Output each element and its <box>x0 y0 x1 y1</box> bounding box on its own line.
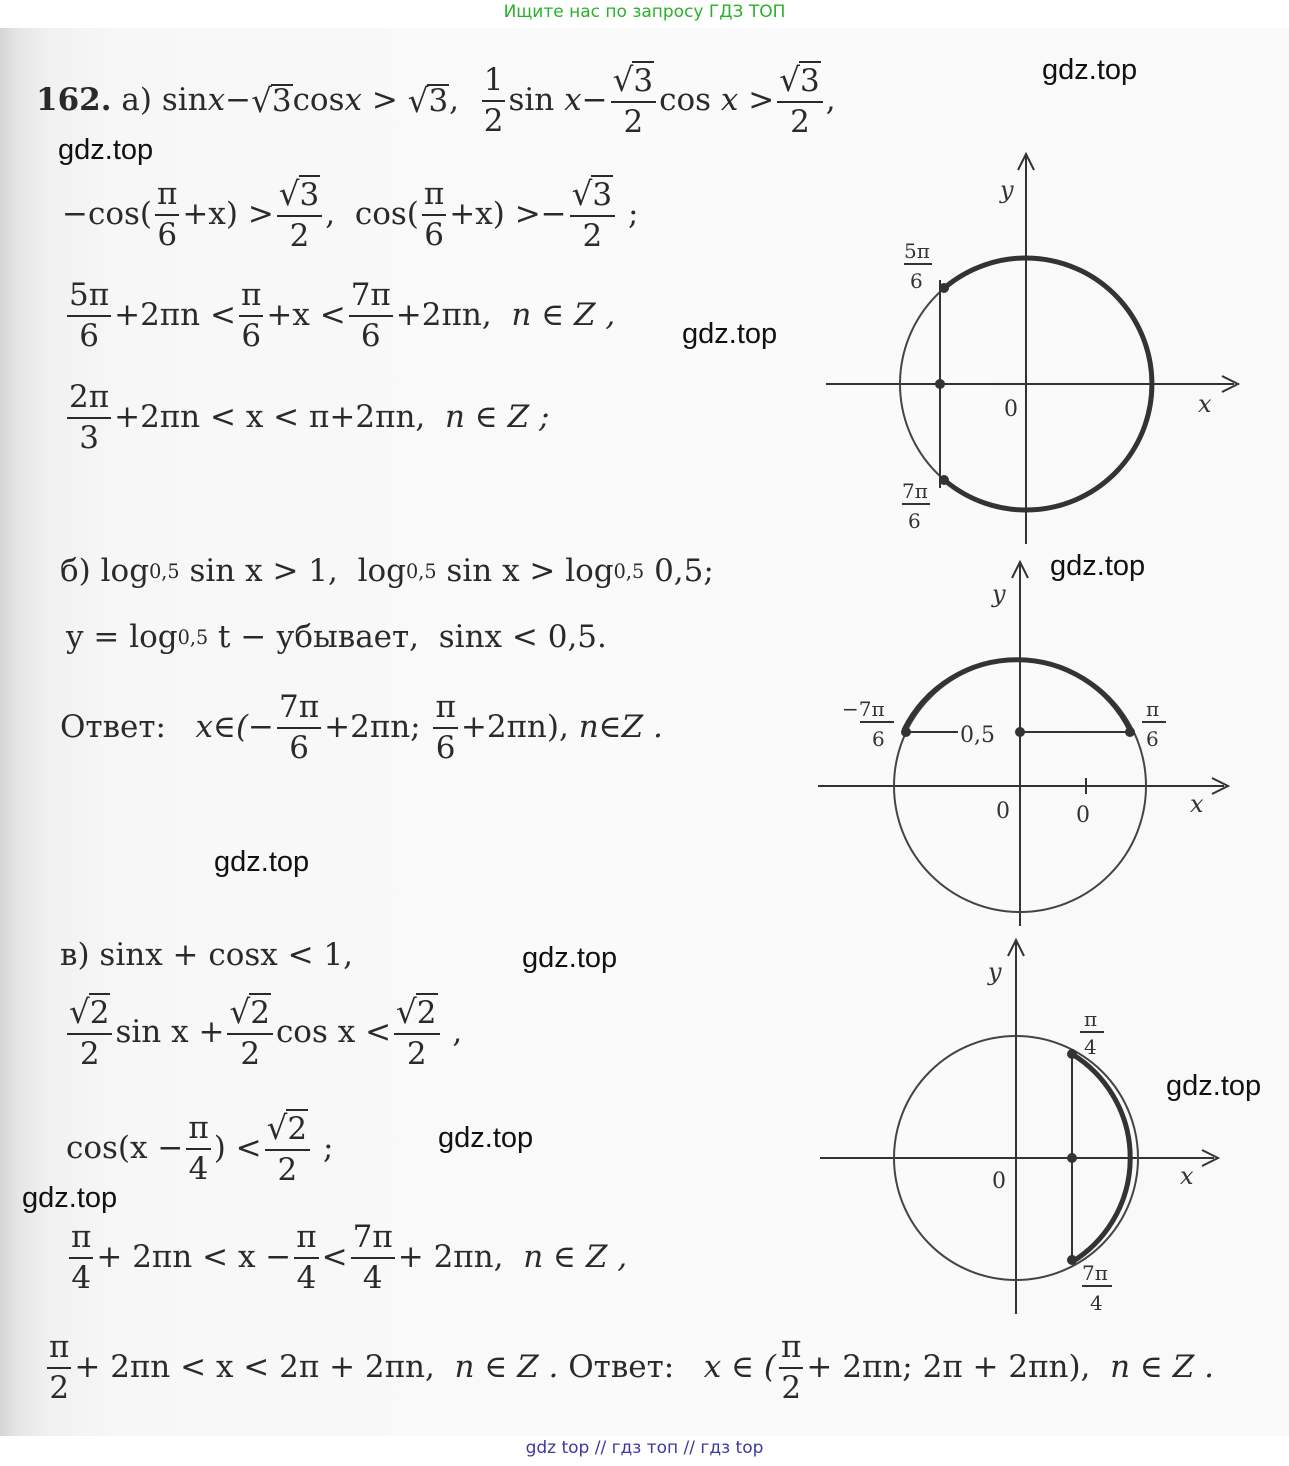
math-text: > <box>748 82 775 119</box>
math-text: x∈(− <box>195 709 275 746</box>
label-6: 6 <box>872 727 885 751</box>
part-a-label: а) <box>121 82 152 119</box>
label-7pi: 7π <box>1082 1261 1108 1285</box>
point-5pi6 <box>939 283 949 293</box>
answer-label: Ответ: <box>568 1349 675 1386</box>
label-pi: π <box>1084 1007 1098 1031</box>
y-label: y <box>1000 176 1014 204</box>
part-c-line-1 <box>60 937 354 973</box>
fraction: $\frac{\pi}{2}$ <box>49 1329 70 1406</box>
math-text: ; <box>323 1130 334 1167</box>
point-7pi6 <box>939 475 949 485</box>
math-text: n ∈ Z ; <box>444 399 550 436</box>
solution-arc <box>904 660 1130 730</box>
sqrt: √ 3 <box>251 81 292 120</box>
unit-circle-diagram-c <box>810 934 1240 1320</box>
x-label: x <box>1180 1162 1194 1190</box>
label-6: 6 <box>908 509 921 533</box>
math-text: < <box>210 297 236 334</box>
point-half <box>1015 727 1025 737</box>
math-text: sin x + <box>115 1014 225 1051</box>
math-text: , <box>825 82 836 119</box>
math-text: n∈Z . <box>578 709 663 746</box>
watermark: gdz.top <box>1042 54 1138 86</box>
bottom-banner[interactable]: gdz top // гдз топ // гдз top <box>525 1438 764 1458</box>
fraction: $\frac{\pi}{6}$ <box>435 689 456 766</box>
fraction: $\frac{\pi}{2}$ <box>781 1329 802 1406</box>
math-text: +2πn <box>114 297 201 334</box>
y-label: y <box>988 958 1002 986</box>
math-var: x <box>720 82 739 119</box>
part-b-answer <box>60 690 663 765</box>
top-banner[interactable]: Ищите нас по запросу ГДЗ ТОП <box>503 2 786 22</box>
fraction: $\frac{7\pi}{4}$ <box>352 1219 393 1296</box>
math-text: sinx < 0,5. <box>438 619 607 655</box>
math-text: − <box>581 82 608 119</box>
part-a-line-4 <box>64 380 549 455</box>
log-base: 0,5 <box>406 559 437 583</box>
math-text: y = log <box>66 619 178 655</box>
math-text: + 2πn < x − <box>96 1239 292 1276</box>
fraction: $\frac{\pi}{6}$ <box>423 176 445 253</box>
origin-label: 0 <box>1004 397 1018 422</box>
fraction: $\frac{√3}{2}$ <box>277 176 322 253</box>
fraction: $\frac{\pi}{4}$ <box>71 1219 92 1296</box>
fraction: $\frac{7\pi}{6}$ <box>350 277 391 354</box>
x-label: x <box>1198 390 1212 418</box>
fraction: $\frac{√2}{2}$ <box>394 994 439 1071</box>
fraction: $\frac{√3}{2}$ <box>777 62 822 139</box>
watermark: gdz.top <box>58 134 154 166</box>
part-c-line-2 <box>64 994 462 1071</box>
math-text: +2πn, <box>395 297 492 334</box>
fraction: $\frac{\pi}{6}$ <box>241 277 262 354</box>
sqrt: √ 3 <box>407 81 449 120</box>
half-label: 0,5 <box>960 723 995 748</box>
math-text: +x) <box>182 196 238 233</box>
math-text: t − убывает, <box>218 619 420 655</box>
part-c-line-5 <box>44 1330 1214 1405</box>
watermark: gdz.top <box>214 846 310 878</box>
label-7pi: 7π <box>902 479 928 503</box>
fraction: $\frac{√3}{2}$ <box>611 62 656 139</box>
fraction: $\frac{√2}{2}$ <box>67 994 112 1071</box>
math-text: ; <box>627 196 639 233</box>
part-c-line-4 <box>66 1220 627 1295</box>
math-text: +2πn < x < π+2πn, <box>114 399 426 436</box>
fraction: $\frac{\pi}{4}$ <box>188 1110 209 1187</box>
label-4: 4 <box>1084 1035 1097 1059</box>
problem-number: 162. <box>36 82 112 119</box>
math-text: sin <box>508 82 555 119</box>
fraction: $\frac{2\pi}{3}$ <box>69 379 110 456</box>
part-b-line-1 <box>60 553 714 589</box>
math-text: , <box>325 196 336 233</box>
watermark: gdz.top <box>1050 550 1146 582</box>
part-a-line-2 <box>62 176 638 253</box>
log-base: 0,5 <box>177 625 209 649</box>
math-text: n ∈ Z , <box>523 1239 628 1276</box>
math-text: +2πn), <box>460 709 569 746</box>
math-var: x <box>344 82 362 119</box>
math-text: n ∈ Z , <box>511 297 616 334</box>
math-text: n ∈ Z . <box>1110 1349 1214 1386</box>
math-text: −cos( <box>62 196 153 233</box>
label-pi: π <box>1146 697 1160 721</box>
y-label: y <box>992 580 1006 608</box>
math-text: cos <box>659 82 712 119</box>
fraction: $\frac{√3}{2}$ <box>570 176 615 253</box>
math-text: > <box>371 82 398 119</box>
label-minus-7pi: −7π <box>842 697 885 721</box>
label-4: 4 <box>1090 1291 1103 1315</box>
math-var: x <box>207 82 226 119</box>
unit-circle-diagram-a <box>820 150 1250 550</box>
math-text: 0,5; <box>654 553 714 589</box>
math-text: , <box>449 82 460 119</box>
math-text: sin x > 1, <box>189 553 338 589</box>
math-text: >− <box>514 196 567 233</box>
math-text: cos <box>292 82 345 119</box>
math-text: sinx + cosx < 1, <box>99 937 354 973</box>
math-text: + 2πn, <box>397 1239 504 1276</box>
log-base: 0,5 <box>149 559 180 583</box>
unit-circle-diagram-b <box>810 556 1240 936</box>
origin-label: 0 <box>996 799 1010 824</box>
label-5pi: 5π <box>904 239 930 263</box>
part-c-line-3 <box>66 1110 333 1187</box>
math-text: +x <box>266 297 310 334</box>
point-axis <box>935 379 945 389</box>
watermark: gdz.top <box>522 942 618 974</box>
math-text: log <box>100 553 150 589</box>
point-pi6 <box>1125 727 1135 737</box>
point-7pi4 <box>1067 1255 1077 1265</box>
part-a-line-3 <box>64 278 615 353</box>
x-label: x <box>1190 790 1204 818</box>
label-6: 6 <box>910 269 923 293</box>
fraction: $\frac{√2}{2}$ <box>265 1110 310 1187</box>
math-text: cos x < <box>275 1014 392 1051</box>
math-text: cos(x − <box>66 1130 184 1167</box>
part-b-line-2 <box>66 619 607 655</box>
math-text: , <box>452 1014 463 1051</box>
point-pi4 <box>1067 1049 1077 1059</box>
fraction: $\frac{7\pi}{6}$ <box>279 689 320 766</box>
math-text: > <box>247 196 274 233</box>
fraction: $\frac{\pi}{4}$ <box>296 1219 317 1296</box>
fraction: $\frac{5\pi}{6}$ <box>69 277 110 354</box>
math-text: sin <box>161 82 208 119</box>
part-c-label: в) <box>60 937 90 973</box>
watermark: gdz.top <box>1166 1070 1262 1102</box>
math-text: +x) <box>449 196 505 233</box>
label-6: 6 <box>1146 727 1159 751</box>
math-text: x ∈ ( <box>703 1349 777 1386</box>
math-text: +2πn; <box>324 709 421 746</box>
math-text: n ∈ Z . <box>454 1349 559 1386</box>
fraction: $\frac{√2}{2}$ <box>227 994 272 1071</box>
watermark: gdz.top <box>682 318 778 350</box>
point-axis <box>1067 1153 1077 1163</box>
math-text: − <box>225 82 252 119</box>
origin-label: 0 <box>992 1169 1006 1194</box>
math-text: log <box>357 553 407 589</box>
math-text: + 2πn; 2π + 2πn), <box>806 1349 1091 1386</box>
math-text: sin x > log <box>446 553 614 589</box>
watermark: gdz.top <box>438 1122 534 1154</box>
fraction: $\frac{\pi}{6}$ <box>157 176 178 253</box>
origin1-label: 0 <box>1076 803 1090 828</box>
math-text: cos( <box>354 196 419 233</box>
log-base: 0,5 <box>613 559 645 583</box>
point-minus-7pi6 <box>901 727 911 737</box>
math-text: < <box>319 297 346 334</box>
part-a-line-1 <box>36 62 836 139</box>
math-text: < <box>321 1239 348 1276</box>
math-var: x <box>564 82 582 119</box>
answer-label: Ответ: <box>60 709 166 746</box>
fraction: $\frac{1}{2}$ <box>483 62 504 139</box>
part-b-label: б) <box>60 553 91 589</box>
math-text: ) < <box>213 1130 262 1167</box>
watermark: gdz.top <box>22 1182 118 1214</box>
math-text: + 2πn < x < 2π + 2πn, <box>74 1349 435 1386</box>
